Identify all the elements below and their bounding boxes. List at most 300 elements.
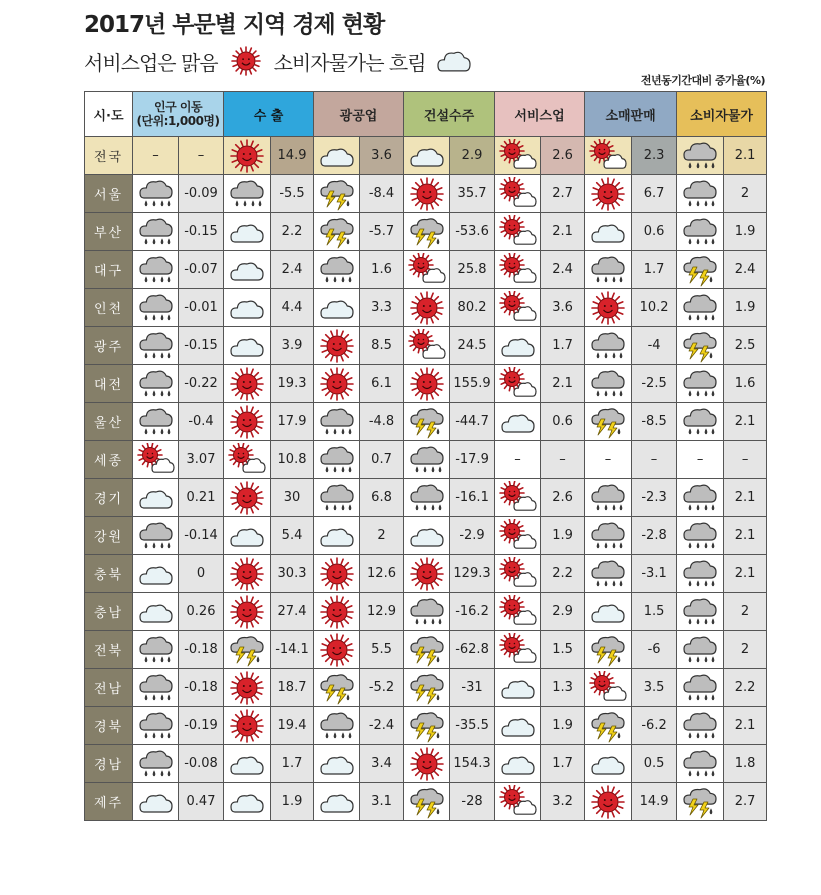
value-exp: 2.2 (271, 213, 314, 251)
rain-cloud-icon (133, 745, 179, 783)
sunny-icon (314, 593, 360, 631)
value-cpi: – (724, 441, 767, 479)
region-name: 경기 (85, 479, 133, 517)
value-exp: 3.9 (271, 327, 314, 365)
header-services: 서비스업 (495, 92, 585, 137)
value-cpi: 1.9 (724, 289, 767, 327)
partly-sunny-icon (495, 289, 541, 327)
thunderstorm-icon (404, 669, 450, 707)
partly-sunny-icon (588, 139, 628, 173)
value-cpi: 2 (724, 631, 767, 669)
value-exp: 27.4 (271, 593, 314, 631)
rain-cloud-icon (407, 443, 447, 477)
value-ret: -6.2 (632, 707, 677, 745)
cloudy-icon (224, 213, 271, 251)
value-ret: 2.3 (632, 137, 677, 175)
value-pop: -0.14 (179, 517, 224, 555)
value-svc: 0.6 (541, 403, 585, 441)
region-name: 전북 (85, 631, 133, 669)
cloudy-icon (317, 785, 357, 819)
rain-cloud-icon (680, 671, 720, 705)
region-name: 부산 (85, 213, 133, 251)
header-exports: 수 출 (224, 92, 314, 137)
value-ret: 14.9 (632, 783, 677, 821)
cloudy-icon (495, 707, 541, 745)
value-pop: -0.18 (179, 631, 224, 669)
table-row (85, 289, 767, 327)
partly-sunny-icon (495, 555, 541, 593)
partly-sunny-icon (498, 139, 538, 173)
rain-cloud-icon (133, 327, 179, 365)
partly-sunny-icon (498, 519, 538, 553)
table-row (85, 175, 767, 213)
table-row (85, 251, 767, 289)
cloudy-icon (227, 329, 267, 363)
cloudy-icon (404, 137, 450, 175)
value-con: 24.5 (450, 327, 495, 365)
rain-cloud-icon (133, 707, 179, 745)
rain-cloud-icon (317, 481, 357, 515)
rain-cloud-icon (317, 253, 357, 287)
value-pop: -0.08 (179, 745, 224, 783)
cloudy-icon (495, 745, 541, 783)
rain-cloud-icon (677, 745, 724, 783)
rain-cloud-icon (133, 365, 179, 403)
cloudy-icon (498, 405, 538, 439)
value-ret: – (632, 441, 677, 479)
partly-sunny-icon (495, 365, 541, 403)
value-svc: 3.2 (541, 783, 585, 821)
value-con: -28 (450, 783, 495, 821)
rain-cloud-icon (136, 519, 176, 553)
rain-cloud-icon (677, 631, 724, 669)
cloudy-icon (495, 403, 541, 441)
header-construction: 건설수주 (404, 92, 495, 137)
sunny-icon (224, 46, 268, 76)
value-min: 3.6 (360, 137, 404, 175)
thunderstorm-icon (404, 631, 450, 669)
thunderstorm-icon (407, 215, 447, 249)
rain-cloud-icon (314, 479, 360, 517)
value-pop: -0.19 (179, 707, 224, 745)
rain-cloud-icon (677, 403, 724, 441)
value-svc: 1.9 (541, 707, 585, 745)
value-ret: 1.7 (632, 251, 677, 289)
value-con: 80.2 (450, 289, 495, 327)
thunderstorm-icon (227, 633, 267, 667)
value-ret: 0.6 (632, 213, 677, 251)
thunderstorm-icon (404, 707, 450, 745)
partly-sunny-icon (498, 481, 538, 515)
value-ret: -2.3 (632, 479, 677, 517)
cloudy-icon (404, 517, 450, 555)
partly-sunny-icon (495, 517, 541, 555)
value-cpi: 2.2 (724, 669, 767, 707)
partly-sunny-icon (498, 785, 538, 819)
value-con: -53.6 (450, 213, 495, 251)
value-pop: -0.15 (179, 327, 224, 365)
thunderstorm-icon (677, 783, 724, 821)
table-row (85, 783, 767, 821)
rain-cloud-icon (588, 329, 628, 363)
subtitle-services: 서비스업은 맑음 (84, 50, 218, 75)
partly-sunny-icon (495, 213, 541, 251)
region-name: 광주 (85, 327, 133, 365)
rain-cloud-icon (680, 177, 720, 211)
table-row (85, 745, 767, 783)
rain-cloud-icon (136, 709, 176, 743)
thunderstorm-icon (407, 633, 447, 667)
cloudy-icon (224, 783, 271, 821)
sunny-icon (314, 327, 360, 365)
cloudy-icon (314, 137, 360, 175)
value-min: -5.7 (360, 213, 404, 251)
thunderstorm-icon (404, 403, 450, 441)
sunny-icon (404, 175, 450, 213)
rain-cloud-icon (677, 555, 724, 593)
partly-sunny-icon (498, 595, 538, 629)
thunderstorm-icon (407, 405, 447, 439)
rain-cloud-icon (404, 479, 450, 517)
value-cpi: 2.1 (724, 707, 767, 745)
sunny-icon (317, 557, 357, 591)
cloudy-icon (585, 593, 632, 631)
table-row (85, 137, 767, 175)
value-con: 25.8 (450, 251, 495, 289)
rain-cloud-icon (585, 517, 632, 555)
sunny-icon (227, 595, 267, 629)
value-con: -62.8 (450, 631, 495, 669)
value-min: 3.1 (360, 783, 404, 821)
value-con: 129.3 (450, 555, 495, 593)
value-cpi: 2.5 (724, 327, 767, 365)
cloudy-icon (133, 479, 179, 517)
rain-cloud-icon (133, 631, 179, 669)
sunny-icon (227, 709, 267, 743)
sunny-icon (404, 745, 450, 783)
rain-cloud-icon (680, 215, 720, 249)
rain-cloud-icon (680, 519, 720, 553)
value-pop: 0.21 (179, 479, 224, 517)
rain-cloud-icon (677, 137, 724, 175)
cloudy-icon (588, 215, 628, 249)
value-exp: 2.4 (271, 251, 314, 289)
sunny-icon (404, 365, 450, 403)
header-retail: 소매판매 (585, 92, 677, 137)
sunny-icon (407, 291, 447, 325)
rain-cloud-icon (680, 367, 720, 401)
cloudy-icon (133, 783, 179, 821)
rain-cloud-icon (314, 441, 360, 479)
rain-cloud-icon (677, 517, 724, 555)
subtitle-cpi: 소비자물가는 흐림 (273, 50, 426, 75)
partly-sunny-icon (498, 177, 538, 211)
unit-note: 전년동기간대비 증가율(%) (640, 74, 765, 87)
rain-cloud-icon (677, 175, 724, 213)
cloudy-icon (585, 213, 632, 251)
value-min: -8.4 (360, 175, 404, 213)
value-con: -16.1 (450, 479, 495, 517)
value-svc: 2.6 (541, 137, 585, 175)
cloudy-icon (314, 289, 360, 327)
empty-icon-cell: – (133, 137, 179, 175)
rain-cloud-icon (133, 175, 179, 213)
value-con: 35.7 (450, 175, 495, 213)
cloudy-icon (588, 747, 628, 781)
rain-cloud-icon (680, 291, 720, 325)
rain-cloud-icon (136, 215, 176, 249)
value-con: 154.3 (450, 745, 495, 783)
thunderstorm-icon (680, 253, 720, 287)
thunderstorm-icon (404, 213, 450, 251)
partly-sunny-icon (498, 633, 538, 667)
cloudy-icon (224, 327, 271, 365)
value-cpi: 2.4 (724, 251, 767, 289)
cloudy-icon (317, 519, 357, 553)
value-min: -5.2 (360, 669, 404, 707)
header-mining: 광공업 (314, 92, 404, 137)
partly-sunny-icon (498, 253, 538, 287)
region-name: 전국 (85, 137, 133, 175)
rain-cloud-icon (677, 213, 724, 251)
cloudy-icon (136, 557, 176, 591)
rain-cloud-icon (136, 253, 176, 287)
value-ret: -2.5 (632, 365, 677, 403)
value-svc: 1.9 (541, 517, 585, 555)
value-min: -2.4 (360, 707, 404, 745)
sunny-icon (585, 289, 632, 327)
sunny-icon (227, 671, 267, 705)
value-pop: -0.22 (179, 365, 224, 403)
partly-sunny-icon (588, 671, 628, 705)
region-name: 충남 (85, 593, 133, 631)
value-svc: 1.7 (541, 327, 585, 365)
rain-cloud-icon (407, 595, 447, 629)
cloudy-icon (407, 519, 447, 553)
rain-cloud-icon (588, 253, 628, 287)
thunderstorm-icon (588, 405, 628, 439)
thunderstorm-icon (677, 251, 724, 289)
value-svc: 1.3 (541, 669, 585, 707)
rain-cloud-icon (680, 139, 720, 173)
rain-cloud-icon (588, 557, 628, 591)
value-cpi: 1.9 (724, 213, 767, 251)
cloudy-icon (227, 291, 267, 325)
cloudy-icon (585, 745, 632, 783)
value-exp: 14.9 (271, 137, 314, 175)
value-exp: -14.1 (271, 631, 314, 669)
value-cpi: 2.1 (724, 137, 767, 175)
rain-cloud-icon (224, 175, 271, 213)
sunny-icon (407, 557, 447, 591)
partly-sunny-icon (495, 137, 541, 175)
value-pop: -0.09 (179, 175, 224, 213)
value-con: -35.5 (450, 707, 495, 745)
value-svc: 2.6 (541, 479, 585, 517)
value-pop: 3.07 (179, 441, 224, 479)
value-cpi: 2.1 (724, 479, 767, 517)
thunderstorm-icon (585, 707, 632, 745)
partly-sunny-icon (407, 253, 447, 287)
table-row (85, 669, 767, 707)
sunny-icon (404, 555, 450, 593)
value-ret: 0.5 (632, 745, 677, 783)
rain-cloud-icon (677, 593, 724, 631)
table-row (85, 441, 767, 479)
thunderstorm-icon (224, 631, 271, 669)
rain-cloud-icon (133, 289, 179, 327)
partly-sunny-icon (585, 137, 632, 175)
cloudy-icon (136, 481, 176, 515)
value-cpi: 2.7 (724, 783, 767, 821)
partly-sunny-icon (495, 631, 541, 669)
cloudy-icon (314, 783, 360, 821)
thunderstorm-icon (588, 709, 628, 743)
partly-sunny-icon (498, 367, 538, 401)
rain-cloud-icon (677, 669, 724, 707)
cloudy-icon (317, 139, 357, 173)
rain-cloud-icon (585, 327, 632, 365)
thunderstorm-icon (317, 177, 357, 211)
value-exp: 19.3 (271, 365, 314, 403)
value-pop: 0.47 (179, 783, 224, 821)
sunny-icon (224, 669, 271, 707)
region-name: 강원 (85, 517, 133, 555)
table-row (85, 593, 767, 631)
value-ret: 1.5 (632, 593, 677, 631)
header-population-line2: (단위:1,000명) (136, 114, 220, 128)
sunny-icon (588, 291, 628, 325)
value-pop: 0.26 (179, 593, 224, 631)
table-row (85, 327, 767, 365)
value-min: 6.8 (360, 479, 404, 517)
value-min: -4.8 (360, 403, 404, 441)
header-region: 시·도 (85, 92, 133, 137)
value-pop: 0 (179, 555, 224, 593)
value-svc: 2.1 (541, 213, 585, 251)
value-svc: 2.7 (541, 175, 585, 213)
sunny-icon (588, 177, 628, 211)
partly-sunny-icon (224, 441, 271, 479)
value-min: 1.6 (360, 251, 404, 289)
value-svc: 1.5 (541, 631, 585, 669)
rain-cloud-icon (136, 177, 176, 211)
value-con: -44.7 (450, 403, 495, 441)
partly-sunny-icon (495, 251, 541, 289)
region-name: 대구 (85, 251, 133, 289)
value-min: 8.5 (360, 327, 404, 365)
sunny-icon (407, 177, 447, 211)
value-con: -17.9 (450, 441, 495, 479)
sunny-icon (224, 593, 271, 631)
value-exp: 17.9 (271, 403, 314, 441)
rain-cloud-icon (588, 367, 628, 401)
table-row (85, 479, 767, 517)
rain-cloud-icon (317, 709, 357, 743)
partly-sunny-icon (495, 479, 541, 517)
partly-sunny-icon (404, 327, 450, 365)
cloudy-icon (227, 215, 267, 249)
value-min: 5.5 (360, 631, 404, 669)
rain-cloud-icon (133, 669, 179, 707)
value-min: 3.4 (360, 745, 404, 783)
value-pop: -0.15 (179, 213, 224, 251)
partly-sunny-icon (407, 329, 447, 363)
cloudy-icon (588, 595, 628, 629)
rain-cloud-icon (680, 595, 720, 629)
thunderstorm-icon (317, 671, 357, 705)
table-row (85, 365, 767, 403)
sunny-icon (588, 785, 628, 819)
rain-cloud-icon (407, 481, 447, 515)
value-svc: 2.9 (541, 593, 585, 631)
sunny-icon (317, 367, 357, 401)
value-ret: -4 (632, 327, 677, 365)
sunny-icon (227, 139, 267, 173)
sunny-icon (227, 367, 267, 401)
rain-cloud-icon (317, 443, 357, 477)
subtitle (84, 46, 482, 76)
thunderstorm-icon (314, 669, 360, 707)
rain-cloud-icon (677, 365, 724, 403)
rain-cloud-icon (136, 329, 176, 363)
sunny-icon (585, 175, 632, 213)
table-row (85, 555, 767, 593)
header-population-line1: 인구 이동 (153, 100, 203, 114)
thunderstorm-icon (677, 327, 724, 365)
rain-cloud-icon (317, 405, 357, 439)
partly-sunny-icon (495, 593, 541, 631)
cloudy-icon (498, 747, 538, 781)
cloudy-icon (136, 595, 176, 629)
thunderstorm-icon (314, 175, 360, 213)
value-svc: 2.1 (541, 365, 585, 403)
rain-cloud-icon (680, 747, 720, 781)
partly-sunny-icon (495, 175, 541, 213)
value-con: -2.9 (450, 517, 495, 555)
rain-cloud-icon (136, 291, 176, 325)
rain-cloud-icon (677, 479, 724, 517)
thunderstorm-icon (407, 785, 447, 819)
table-row (85, 403, 767, 441)
rain-cloud-icon (680, 557, 720, 591)
rain-cloud-icon (314, 403, 360, 441)
cloudy-icon (432, 46, 476, 76)
value-svc: 2.4 (541, 251, 585, 289)
rain-cloud-icon (133, 251, 179, 289)
rain-cloud-icon (136, 747, 176, 781)
region-name: 서울 (85, 175, 133, 213)
cloudy-icon (224, 517, 271, 555)
value-con: 2.9 (450, 137, 495, 175)
header-population (133, 92, 224, 137)
partly-sunny-icon (498, 557, 538, 591)
region-name: 경남 (85, 745, 133, 783)
rain-cloud-icon (588, 481, 628, 515)
sunny-icon (407, 747, 447, 781)
value-exp: 30.3 (271, 555, 314, 593)
partly-sunny-icon (133, 441, 179, 479)
cloudy-icon (498, 329, 538, 363)
empty-icon-cell: – (495, 441, 541, 479)
region-name: 전남 (85, 669, 133, 707)
rain-cloud-icon (404, 593, 450, 631)
region-name: 인천 (85, 289, 133, 327)
thunderstorm-icon (407, 671, 447, 705)
cloudy-icon (133, 555, 179, 593)
rain-cloud-icon (136, 633, 176, 667)
sunny-icon (224, 707, 271, 745)
